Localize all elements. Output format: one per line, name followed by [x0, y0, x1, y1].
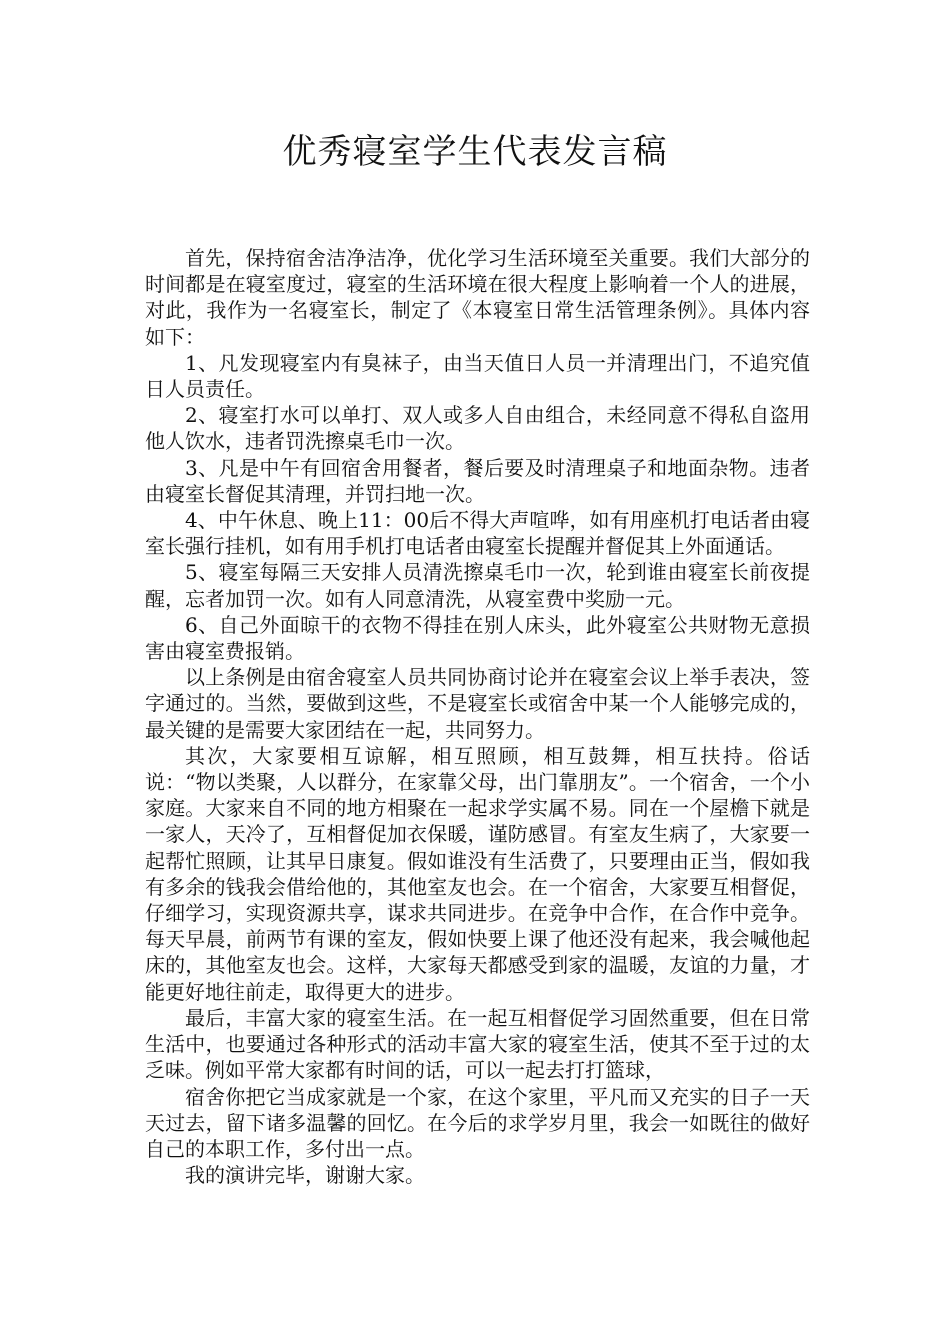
document-title: 优秀寝室学生代表发言稿 — [282, 132, 668, 172]
paragraph-rules-summary: 以上条例是由宿舍寝室人员共同协商讨论并在寝室会议上举手表决，签字通过的。当然，要做到这些，不是寝室长或宿舍中某一个人能够完成的，最关键的是需要大家团结在一起，共同努力。 — [145, 665, 810, 742]
paragraph-dorm-life: 最后，丰富大家的寝室生活。在一起互相督促学习固然重要，但在日常生活中，也要通过各种形式的活动丰富大家的寝室生活，使其不至于过的太乏味。例如平常大家都有时间的话，可以一起去打打篮球， — [145, 1005, 810, 1083]
paragraph-rule-3: 3、凡是中午有回宿舍用餐者，餐后要及时清理桌子和地面杂物。违者由寝室长督促其清理，并罚扫地一次。 — [145, 455, 810, 506]
paragraph-home: 宿舍你把它当成家就是一个家，在这个家里，平凡而又充实的日子一天天过去，留下诸多温馨的回忆。在今后的求学岁月里，我会一如既往的做好自己的本职工作，多付出一点。 — [145, 1084, 810, 1161]
paragraph-rule-2: 2、寝室打水可以单打、双人或多人自由组合，未经同意不得私自盗用他人饮水，违者罚洗擦桌毛巾一次。 — [145, 403, 810, 454]
paragraph-rule-1: 1、凡发现寝室内有臭袜子，由当天值日人员一并清理出门，不追究值日人员责任。 — [145, 350, 810, 402]
paragraph-closing: 我的演讲完毕，谢谢大家。 — [185, 1163, 425, 1188]
paragraph-intro: 首先，保持宿舍洁净洁净，优化学习生活环境至关重要。我们大部分的时间都是在寝室度过，寝室的生活环境在很大程度上影响着一个人的进展，对此，我作为一名寝室长，制定了《本寝室日常生活管理条例》。具体内容如下： — [145, 246, 810, 349]
paragraph-rule-4: 4、中午休息、晚上11：00后不得大声喧哗，如有用座机打电话者由寝室长强行挂机，如有用手机打电话者由寝室长提醒并督促其上外面通话。 — [145, 508, 810, 559]
paragraph-rule-6: 6、自己外面晾干的衣物不得挂在别人床头，此外寝室公共财物无意损害由寝室费报销。 — [145, 612, 810, 664]
document-body — [145, 245, 810, 1188]
paragraph-mutual-help: 其次，大家要相互谅解，相互照顾，相互鼓舞，相互扶持。俗话说：“物以类聚，人以群分，在家靠父母，出门靠朋友”。一个宿舍，一个小家庭。大家来自不同的地方相聚在一起求学实属不易。同在一个屋檐下就是一家人，天冷了，互相督促加衣保暖，谨防感冒。有室友生病了，大家要一起帮忙照顾，让其早日康复。假如谁没有生活费了，只要理由正当，假如我有多余的钱我会借给他的，其他室友也会。在一个宿舍，大家要互相督促，仔细学习，实现资源共享，谋求共同进步。在竞争中合作，在合作中竞争。每天早晨，前两节有课的室友，假如快要上课了他还没有起来，我会喊他起床的，其他室友也会。这样，大家每天都感受到家的温暖，友谊的力量，才能更好地往前走，取得更大的进步。 — [145, 743, 810, 1004]
paragraph-rule-5: 5、寝室每隔三天安排人员清洗擦桌毛巾一次，轮到谁由寝室长前夜提醒，忘者加罚一次。如有人同意清洗，从寝室费中奖励一元。 — [145, 560, 810, 611]
